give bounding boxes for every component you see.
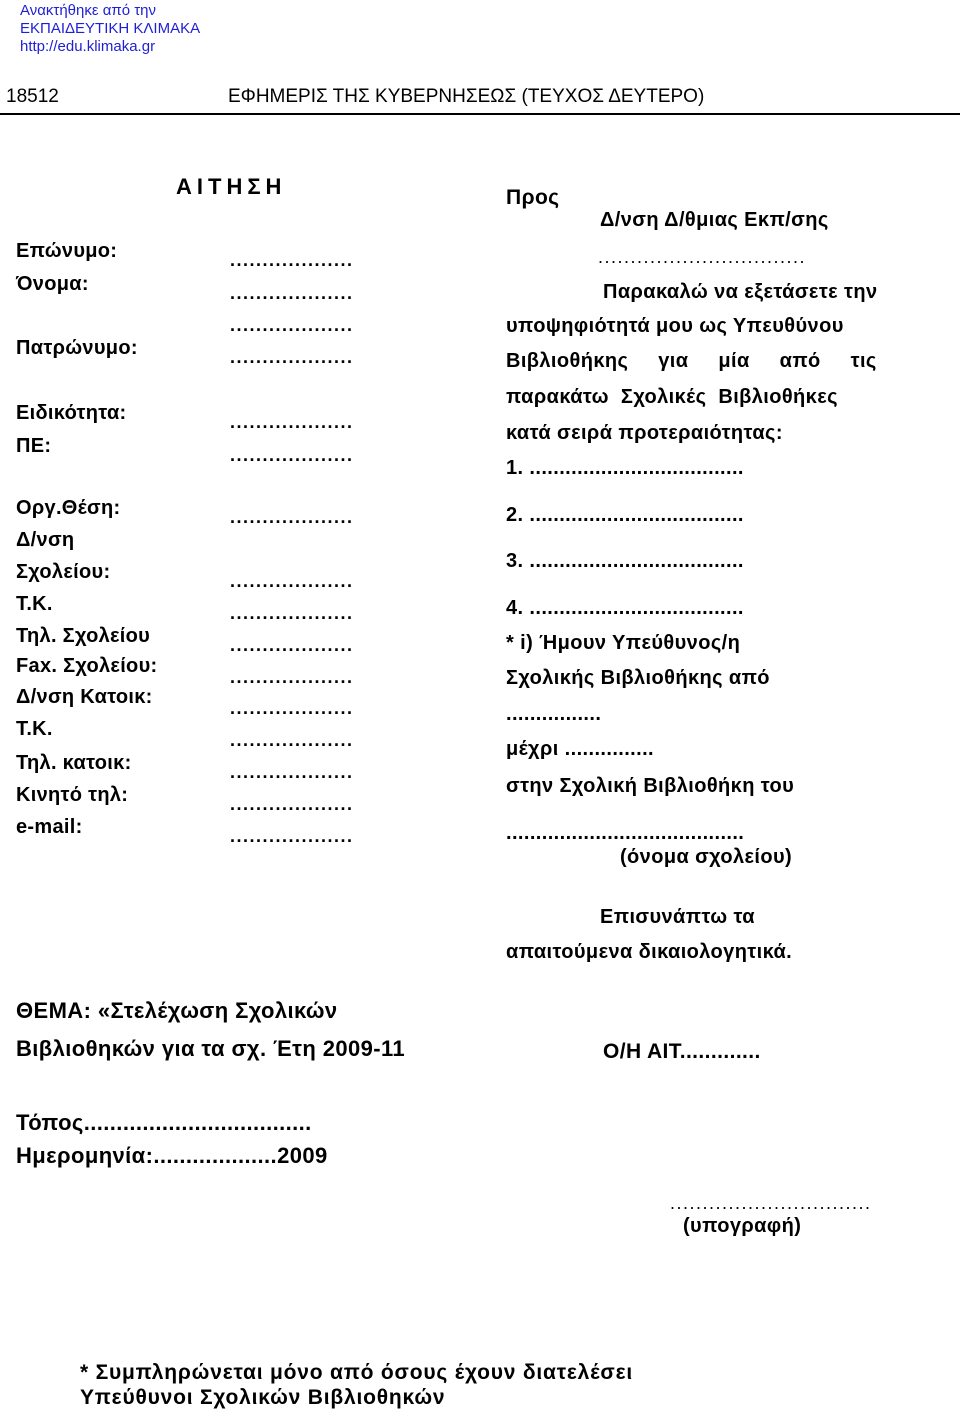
request-line-5: κατά σειρά προτεραιότητας:	[506, 422, 783, 444]
place-field[interactable]: Τόπος...................................	[16, 1110, 312, 1135]
label-position: Οργ.Θέση:	[16, 497, 121, 519]
footnote-line-1: * Συμπληρώνεται μόνο από όσους έχουν διατελέσει	[80, 1361, 634, 1384]
note-line-4[interactable]: μέχρι ...............	[506, 738, 655, 760]
label-postal-code: Τ.Κ.	[16, 593, 53, 615]
application-title: ΑΙΤΗΣΗ	[176, 174, 287, 199]
header-rule	[0, 113, 960, 115]
recipient-dots[interactable]: ................................	[598, 247, 807, 267]
request-line-4: παρακάτω Σχολικές Βιβλιοθήκες	[506, 386, 838, 408]
fill-line[interactable]: ...................	[230, 571, 354, 591]
recipient-to: Προς	[506, 186, 560, 209]
subject-line-2: Βιβλιοθηκών για τα σχ. Έτη 2009-11	[16, 1036, 406, 1061]
fill-line[interactable]: ...................	[230, 762, 354, 782]
label-specialty: Ειδικότητα:	[16, 402, 127, 424]
footnote-line-2: Υπεύθυνοι Σχολικών Βιβλιοθηκών	[80, 1386, 446, 1409]
signature-line[interactable]: ...............................	[670, 1193, 872, 1213]
label-fathers-name: Πατρώνυμο:	[16, 337, 138, 359]
fill-line[interactable]: ...................	[230, 507, 354, 527]
attach-line-1: Επισυνάπτω τα	[600, 906, 755, 928]
fill-line[interactable]: ...................	[230, 347, 354, 367]
attach-line-2: απαιτούμενα δικαιολογητικά.	[506, 941, 793, 963]
label-email: e-mail:	[16, 816, 83, 838]
note-line-6[interactable]: ........................................	[506, 822, 745, 844]
recipient-directorate: Δ/νση Δ/θμιας Εκπ/σης	[600, 209, 829, 231]
fill-line[interactable]: ...................	[230, 635, 354, 655]
preference-4[interactable]: 4. ....................................	[506, 597, 744, 619]
note-line-2: Σχολικής Βιβλιοθήκης από	[506, 667, 770, 689]
label-home-postal-code: Τ.Κ.	[16, 718, 53, 740]
signature-label: (υπογραφή)	[683, 1215, 802, 1237]
fill-line[interactable]: ...................	[230, 283, 354, 303]
request-line-3: Βιβλιοθήκης για μία από τις	[506, 350, 877, 372]
fill-line[interactable]: ...................	[230, 698, 354, 718]
label-name: Όνομα:	[16, 273, 89, 295]
label-school-address-2: Σχολείου:	[16, 561, 111, 583]
request-line-2: υποψηφιότητά μου ως Υπευθύνου	[506, 315, 844, 337]
fill-line[interactable]: ...................	[230, 794, 354, 814]
note-line-3[interactable]: ................	[506, 703, 602, 725]
fill-line[interactable]: ...................	[230, 826, 354, 846]
gazette-title: ΕΦΗΜΕΡΙΣ ΤΗΣ ΚΥΒΕΡΝΗΣΕΩΣ (ΤΕΥΧΟΣ ΔΕΥΤΕΡΟ)	[228, 86, 705, 107]
fill-line[interactable]: ...................	[230, 603, 354, 623]
note-line-1: * i) Ήμουν Υπεύθυνος/η	[506, 632, 741, 654]
label-school-address-1: Δ/νση	[16, 529, 75, 551]
preference-1[interactable]: 1. ....................................	[506, 457, 744, 479]
label-mobile: Κινητό τηλ:	[16, 784, 129, 806]
note-line-7: (όνομα σχολείου)	[620, 846, 793, 868]
label-home-phone: Τηλ. κατοικ:	[16, 752, 132, 774]
date-field[interactable]: Ημερομηνία:...................2009	[16, 1143, 328, 1168]
preference-3[interactable]: 3. ....................................	[506, 550, 744, 572]
page-number: 18512	[6, 86, 59, 107]
fill-line[interactable]: ...................	[230, 445, 354, 465]
request-line-1: Παρακαλώ να εξετάσετε την	[603, 281, 878, 303]
label-home-address: Δ/νση Κατοικ:	[16, 686, 153, 708]
applicant-label[interactable]: Ο/Η ΑΙΤ.............	[603, 1040, 761, 1063]
fill-line[interactable]: ...................	[230, 667, 354, 687]
watermark-link[interactable]: http://edu.klimaka.gr	[20, 38, 156, 55]
subject-line-1: ΘΕΜΑ: «Στελέχωση Σχολικών	[16, 998, 338, 1023]
fill-line[interactable]: ...................	[230, 250, 354, 270]
label-school-phone: Τηλ. Σχολείου	[16, 625, 151, 647]
fill-line[interactable]: ...................	[230, 730, 354, 750]
label-surname: Επώνυμο:	[16, 240, 118, 262]
preference-2[interactable]: 2. ....................................	[506, 504, 744, 526]
label-school-fax: Fax. Σχολείου:	[16, 655, 158, 677]
watermark-line-1: Ανακτήθηκε από την	[20, 2, 157, 19]
note-line-5: στην Σχολική Βιβλιοθήκη του	[506, 775, 795, 797]
label-pe: ΠΕ:	[16, 435, 52, 457]
watermark-line-2: ΕΚΠΑΙΔΕΥΤΙΚΗ ΚΛΙΜΑΚΑ	[20, 20, 201, 37]
fill-line[interactable]: ...................	[230, 412, 354, 432]
fill-line[interactable]: ...................	[230, 315, 354, 335]
